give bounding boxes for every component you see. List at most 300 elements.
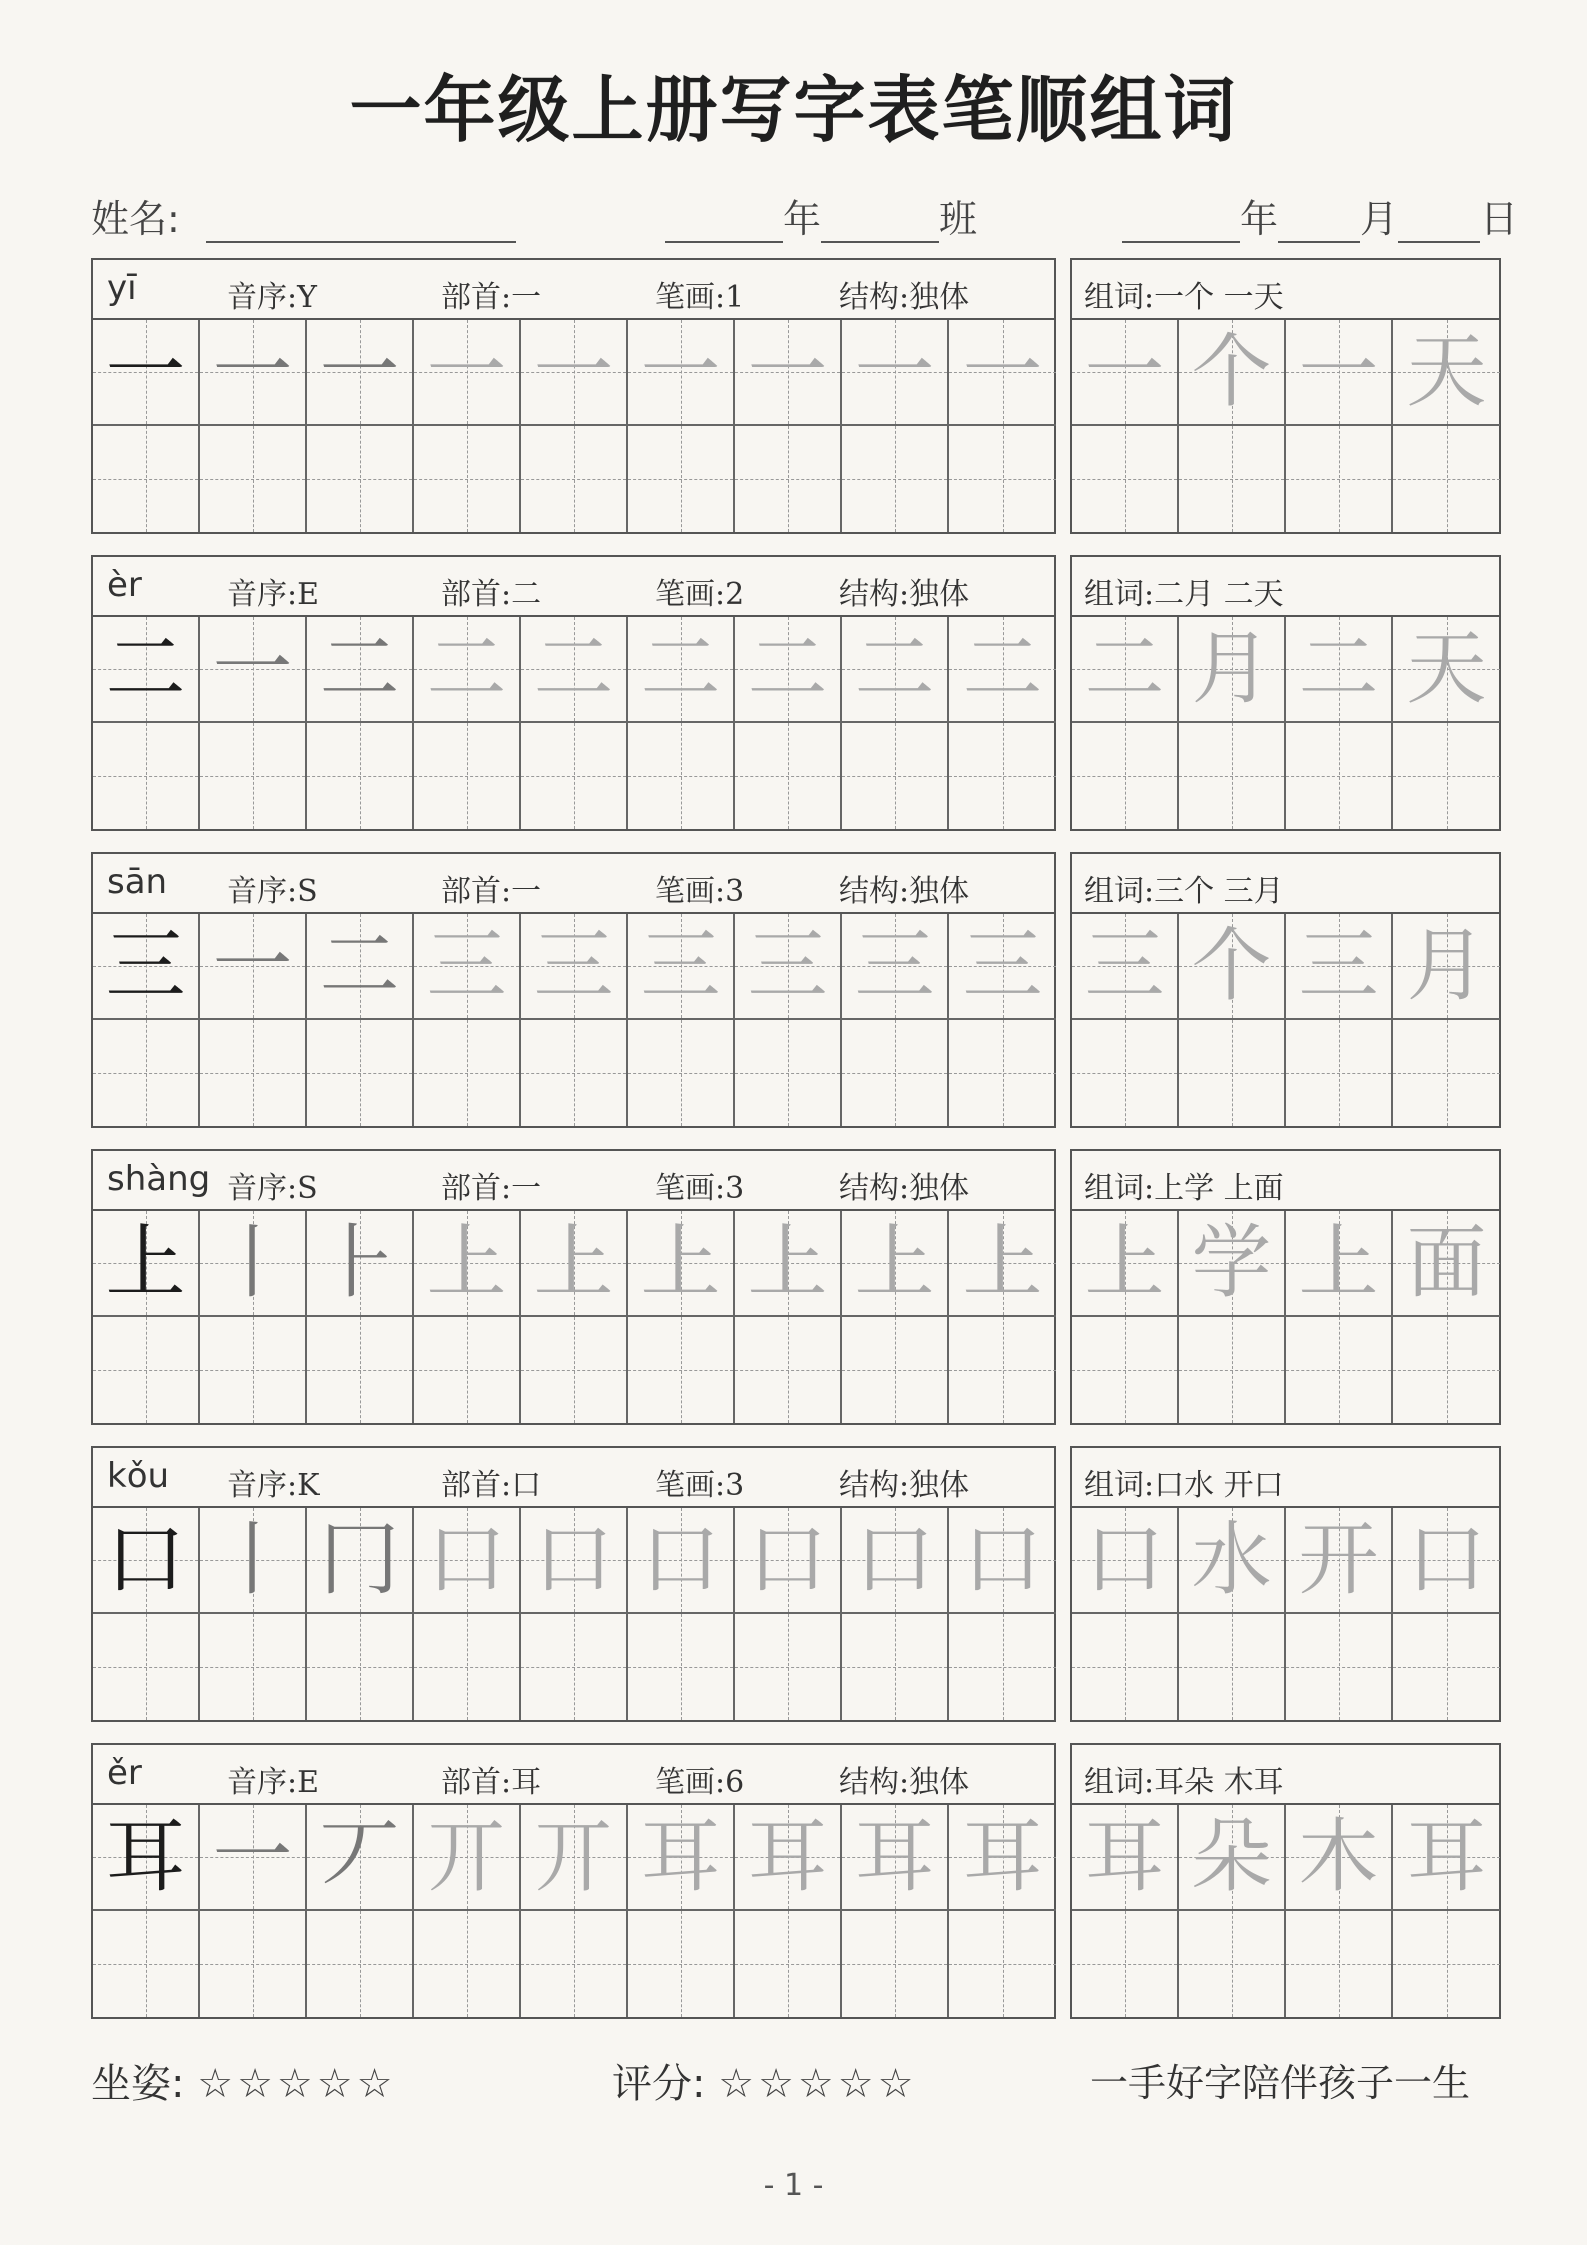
bihua-value: 1 xyxy=(725,280,745,315)
word-trace-cell xyxy=(1286,1211,1393,1317)
posture-label: 坐姿: xyxy=(91,2061,185,2107)
writing-practice-cell[interactable] xyxy=(414,426,521,532)
zuci-field xyxy=(1084,1460,1284,1504)
writing-practice-cell[interactable] xyxy=(628,1020,735,1126)
bushou-value: 耳 xyxy=(511,1765,542,1800)
bihua-field xyxy=(655,1757,744,1801)
colon: : xyxy=(1144,577,1155,612)
word-panel xyxy=(1070,1743,1501,2019)
writing-practice-cell[interactable] xyxy=(842,1317,949,1423)
writing-practice-cell[interactable] xyxy=(628,1614,735,1720)
jiegou-label: 结构 xyxy=(839,874,899,909)
word-practice-cell[interactable] xyxy=(1072,1317,1179,1423)
writing-practice-cell[interactable] xyxy=(949,1911,1056,2017)
stroke-step-cell xyxy=(949,1805,1056,1911)
bushou-field xyxy=(441,866,541,910)
zuci-label: 组词 xyxy=(1084,577,1144,612)
character-block xyxy=(91,1743,1501,2019)
word-trace-cell xyxy=(1286,617,1393,723)
word-panel xyxy=(1070,258,1501,534)
pinyin: yī xyxy=(107,268,137,308)
word-practice-cell[interactable] xyxy=(1179,1020,1286,1126)
writing-practice-cell[interactable] xyxy=(521,426,628,532)
jiegou-field xyxy=(839,1460,969,1504)
yinxu-label: 音序 xyxy=(227,1171,287,1206)
character-block xyxy=(91,555,1501,831)
score-label: 评分: xyxy=(612,2061,706,2107)
stroke-step-character: 上 xyxy=(640,1216,721,1309)
writing-practice-cell[interactable] xyxy=(414,1911,521,2017)
writing-practice-cell[interactable] xyxy=(521,1911,628,2017)
yinxu-value: S xyxy=(297,1171,318,1206)
stroke-step-character: 口 xyxy=(854,1513,935,1606)
model-character: 口 xyxy=(105,1513,186,1606)
writing-practice-cell[interactable] xyxy=(93,723,200,829)
writing-practice-cell[interactable] xyxy=(414,723,521,829)
writing-practice-cell[interactable] xyxy=(735,1911,842,2017)
word-trace-cell xyxy=(1179,914,1286,1020)
writing-practice-cell[interactable] xyxy=(521,1020,628,1126)
word-trace-cell xyxy=(1179,1805,1286,1911)
writing-practice-cell[interactable] xyxy=(307,723,414,829)
bihua-value: 3 xyxy=(725,1468,745,1503)
stroke-step-cell xyxy=(949,1508,1056,1614)
colon: : xyxy=(287,1468,298,1503)
word-practice-cell[interactable] xyxy=(1072,1020,1179,1126)
day-blank[interactable] xyxy=(1398,201,1480,243)
bushou-field xyxy=(441,1163,541,1207)
stroke-step-cell xyxy=(842,320,949,426)
writing-practice-cell[interactable] xyxy=(521,1614,628,1720)
grade-class-field xyxy=(665,188,977,244)
jiegou-label: 结构 xyxy=(839,1468,899,1503)
stroke-step-character: 二 xyxy=(533,622,614,715)
word-practice-cell[interactable] xyxy=(1179,1614,1286,1720)
words-text: 三个 三月 xyxy=(1154,874,1284,909)
stroke-step-character: 三 xyxy=(962,919,1043,1012)
year-blank[interactable] xyxy=(1122,201,1240,243)
word-trace-character: 一 xyxy=(1298,325,1379,418)
model-character-cell xyxy=(93,1805,200,1911)
name-label: 姓名: xyxy=(91,197,180,241)
word-practice-cell[interactable] xyxy=(1393,1614,1500,1720)
bushou-field xyxy=(441,272,541,316)
stroke-order-panel xyxy=(91,1149,1056,1425)
stroke-step-character: 上 xyxy=(962,1216,1043,1309)
word-practice-cell[interactable] xyxy=(1072,426,1179,532)
writing-practice-cell[interactable] xyxy=(200,1317,307,1423)
stroke-step-cell xyxy=(414,1508,521,1614)
jiegou-value: 独体 xyxy=(909,280,970,315)
zuci-field xyxy=(1084,1757,1284,1801)
word-trace-character: 耳 xyxy=(1406,1810,1487,1903)
jiegou-value: 独体 xyxy=(909,577,970,612)
word-practice-cell[interactable] xyxy=(1286,1614,1393,1720)
jiegou-label: 结构 xyxy=(839,1171,899,1206)
word-trace-character: 开 xyxy=(1298,1513,1379,1606)
stroke-step-character: 一 xyxy=(212,1810,293,1903)
word-trace-cell xyxy=(1393,320,1500,426)
stroke-step-character: 丆 xyxy=(319,1810,400,1903)
stroke-step-cell xyxy=(200,1805,307,1911)
word-practice-cell[interactable] xyxy=(1286,426,1393,532)
posture-stars[interactable]: ☆☆☆☆☆ xyxy=(197,2061,397,2107)
bushou-value: 一 xyxy=(511,1171,542,1206)
writing-practice-cell[interactable] xyxy=(949,1614,1056,1720)
yinxu-value: K xyxy=(297,1468,320,1503)
writing-practice-cell[interactable] xyxy=(200,723,307,829)
writing-practice-cell[interactable] xyxy=(200,1614,307,1720)
day-label: 日 xyxy=(1480,197,1519,241)
writing-practice-cell[interactable] xyxy=(842,1020,949,1126)
stroke-step-cell xyxy=(414,320,521,426)
stroke-step-character: 二 xyxy=(319,622,400,715)
stroke-order-panel xyxy=(91,1446,1056,1722)
colon: : xyxy=(715,1765,726,1800)
stroke-step-character: 二 xyxy=(962,622,1043,715)
bihua-field xyxy=(655,1460,744,1504)
word-header xyxy=(1072,1151,1499,1211)
word-trace-character: 口 xyxy=(1406,1513,1487,1606)
stroke-step-character: 一 xyxy=(747,325,828,418)
stroke-step-character: 二 xyxy=(854,622,935,715)
stroke-step-cell xyxy=(200,320,307,426)
stroke-step-cell xyxy=(521,617,628,723)
writing-practice-cell[interactable] xyxy=(842,1614,949,1720)
stroke-step-character: 一 xyxy=(426,325,507,418)
stroke-step-cell xyxy=(307,1508,414,1614)
zuci-field xyxy=(1084,272,1284,316)
writing-practice-cell[interactable] xyxy=(628,723,735,829)
stroke-step-character: 口 xyxy=(962,1513,1043,1606)
word-trace-cell xyxy=(1286,914,1393,1020)
writing-practice-cell[interactable] xyxy=(307,1911,414,2017)
model-character-cell xyxy=(93,320,200,426)
stroke-step-cell xyxy=(628,1211,735,1317)
jiegou-value: 独体 xyxy=(909,1468,970,1503)
stroke-step-cell xyxy=(949,617,1056,723)
colon: : xyxy=(715,280,726,315)
stroke-step-character: 二 xyxy=(747,622,828,715)
colon: : xyxy=(899,1171,910,1206)
bihua-field xyxy=(655,1163,744,1207)
words-text: 上学 上面 xyxy=(1154,1171,1284,1206)
word-practice-cell[interactable] xyxy=(1286,1911,1393,2017)
bushou-label: 部首 xyxy=(441,1468,501,1503)
writing-practice-cell[interactable] xyxy=(735,426,842,532)
stroke-step-character: 口 xyxy=(640,1513,721,1606)
stroke-step-character: 一 xyxy=(640,325,721,418)
stroke-order-panel xyxy=(91,258,1056,534)
stroke-step-character: 二 xyxy=(640,622,721,715)
writing-practice-cell[interactable] xyxy=(735,1614,842,1720)
word-trace-cell xyxy=(1393,617,1500,723)
colon: : xyxy=(899,1765,910,1800)
stroke-step-cell xyxy=(842,914,949,1020)
word-trace-cell xyxy=(1179,617,1286,723)
character-info-header xyxy=(93,1745,1054,1805)
writing-practice-cell[interactable] xyxy=(628,426,735,532)
word-practice-cell[interactable] xyxy=(1286,1020,1393,1126)
month-blank[interactable] xyxy=(1278,201,1360,243)
writing-practice-cell[interactable] xyxy=(628,1911,735,2017)
writing-practice-cell[interactable] xyxy=(735,723,842,829)
stroke-step-character: 冂 xyxy=(319,1513,400,1606)
word-practice-cell[interactable] xyxy=(1393,1020,1500,1126)
writing-practice-cell[interactable] xyxy=(93,1317,200,1423)
writing-practice-cell[interactable] xyxy=(842,723,949,829)
yinxu-field xyxy=(227,1460,320,1504)
writing-practice-cell[interactable] xyxy=(521,1317,628,1423)
stroke-step-character: 丨 xyxy=(212,1513,293,1606)
stroke-order-panel xyxy=(91,555,1056,831)
stroke-step-character: 三 xyxy=(747,919,828,1012)
stroke-step-cell xyxy=(735,1805,842,1911)
writing-practice-cell[interactable] xyxy=(93,426,200,532)
colon: : xyxy=(501,1765,512,1800)
yinxu-label: 音序 xyxy=(227,1765,287,1800)
character-block xyxy=(91,852,1501,1128)
writing-practice-cell[interactable] xyxy=(735,1020,842,1126)
writing-practice-cell[interactable] xyxy=(93,1911,200,2017)
yinxu-field xyxy=(227,1163,318,1207)
word-trace-character: 月 xyxy=(1191,622,1272,715)
word-practice-cell[interactable] xyxy=(1393,1317,1500,1423)
stroke-step-cell xyxy=(521,1211,628,1317)
stroke-step-character: 耳 xyxy=(962,1810,1043,1903)
word-trace-cell xyxy=(1072,617,1179,723)
stroke-step-character: 丨 xyxy=(212,1216,293,1309)
stroke-step-character: 一 xyxy=(962,325,1043,418)
writing-practice-cell[interactable] xyxy=(842,1911,949,2017)
jiegou-field xyxy=(839,1757,969,1801)
colon: : xyxy=(501,874,512,909)
writing-practice-cell[interactable] xyxy=(200,426,307,532)
writing-practice-cell[interactable] xyxy=(93,1020,200,1126)
word-panel xyxy=(1070,555,1501,831)
word-practice-cell[interactable] xyxy=(1286,723,1393,829)
stroke-step-character: 一 xyxy=(854,325,935,418)
word-practice-cell[interactable] xyxy=(1179,1911,1286,2017)
word-trace-character: 二 xyxy=(1084,622,1165,715)
stroke-step-character: 上 xyxy=(533,1216,614,1309)
bihua-field xyxy=(655,569,744,613)
stroke-step-cell xyxy=(735,617,842,723)
model-character: 二 xyxy=(105,622,186,715)
word-header xyxy=(1072,854,1499,914)
colon: : xyxy=(1144,1765,1155,1800)
word-trace-character: 朵 xyxy=(1191,1810,1272,1903)
colon: : xyxy=(501,1171,512,1206)
word-header xyxy=(1072,260,1499,320)
word-practice-cell[interactable] xyxy=(1286,1317,1393,1423)
stroke-step-cell xyxy=(414,1211,521,1317)
writing-practice-cell[interactable] xyxy=(949,723,1056,829)
writing-practice-cell[interactable] xyxy=(307,1317,414,1423)
stroke-step-character: 一 xyxy=(212,325,293,418)
word-practice-cell[interactable] xyxy=(1393,426,1500,532)
stroke-step-cell xyxy=(307,320,414,426)
word-trace-character: 一 xyxy=(1084,325,1165,418)
bushou-label: 部首 xyxy=(441,1765,501,1800)
word-practice-cell[interactable] xyxy=(1393,723,1500,829)
writing-practice-cell[interactable] xyxy=(414,1020,521,1126)
words-text: 二月 二天 xyxy=(1154,577,1284,612)
model-character: 上 xyxy=(105,1216,186,1309)
writing-practice-cell[interactable] xyxy=(949,1317,1056,1423)
model-character-cell xyxy=(93,617,200,723)
bushou-label: 部首 xyxy=(441,874,501,909)
colon: : xyxy=(715,577,726,612)
stroke-step-character: 耳 xyxy=(640,1810,721,1903)
writing-practice-cell[interactable] xyxy=(735,1317,842,1423)
word-trace-character: 木 xyxy=(1298,1810,1379,1903)
stroke-step-cell xyxy=(521,914,628,1020)
colon: : xyxy=(899,874,910,909)
zuci-label: 组词 xyxy=(1084,874,1144,909)
writing-practice-cell[interactable] xyxy=(307,1614,414,1720)
model-character-cell xyxy=(93,1211,200,1317)
word-panel xyxy=(1070,1446,1501,1722)
stroke-step-cell xyxy=(200,617,307,723)
word-trace-character: 口 xyxy=(1084,1513,1165,1606)
writing-practice-cell[interactable] xyxy=(200,1911,307,2017)
word-trace-cell xyxy=(1179,320,1286,426)
word-trace-cell xyxy=(1393,914,1500,1020)
zuci-field xyxy=(1084,1163,1284,1207)
class-blank[interactable] xyxy=(821,201,939,243)
model-character-cell xyxy=(93,1508,200,1614)
score-stars[interactable]: ☆☆☆☆☆ xyxy=(718,2061,918,2107)
word-practice-cell[interactable] xyxy=(1072,1911,1179,2017)
zuci-label: 组词 xyxy=(1084,1765,1144,1800)
word-trace-character: 天 xyxy=(1406,622,1487,715)
colon: : xyxy=(501,577,512,612)
writing-practice-cell[interactable] xyxy=(842,426,949,532)
writing-practice-cell[interactable] xyxy=(414,1614,521,1720)
bihua-label: 笔画 xyxy=(655,1468,715,1503)
word-practice-cell[interactable] xyxy=(1393,1911,1500,2017)
bihua-label: 笔画 xyxy=(655,280,715,315)
word-trace-cell xyxy=(1393,1508,1500,1614)
stroke-step-cell xyxy=(949,914,1056,1020)
stroke-step-character: 耳 xyxy=(747,1810,828,1903)
model-character: 三 xyxy=(105,919,186,1012)
word-panel xyxy=(1070,1149,1501,1425)
zuci-field xyxy=(1084,569,1284,613)
stroke-step-character: 三 xyxy=(426,919,507,1012)
writing-practice-cell[interactable] xyxy=(307,1020,414,1126)
writing-practice-cell[interactable] xyxy=(949,426,1056,532)
jiegou-value: 独体 xyxy=(909,1765,970,1800)
writing-practice-cell[interactable] xyxy=(628,1317,735,1423)
word-trace-cell xyxy=(1072,1211,1179,1317)
jiegou-value: 独体 xyxy=(909,874,970,909)
jiegou-field xyxy=(839,569,969,613)
yinxu-label: 音序 xyxy=(227,874,287,909)
stroke-step-cell xyxy=(628,320,735,426)
stroke-step-cell xyxy=(521,320,628,426)
jiegou-label: 结构 xyxy=(839,577,899,612)
jiegou-label: 结构 xyxy=(839,1765,899,1800)
word-trace-character: 三 xyxy=(1298,919,1379,1012)
colon: : xyxy=(501,280,512,315)
name-blank[interactable] xyxy=(206,201,516,243)
bihua-value: 2 xyxy=(725,577,745,612)
bihua-value: 3 xyxy=(725,874,745,909)
colon: : xyxy=(715,1171,726,1206)
word-trace-cell xyxy=(1286,320,1393,426)
jiegou-field xyxy=(839,1163,969,1207)
character-info-header xyxy=(93,557,1054,617)
stroke-step-cell xyxy=(414,914,521,1020)
stroke-step-cell xyxy=(842,1211,949,1317)
word-practice-cell[interactable] xyxy=(1072,723,1179,829)
word-practice-cell[interactable] xyxy=(1072,1614,1179,1720)
word-trace-character: 学 xyxy=(1191,1216,1272,1309)
jiegou-field xyxy=(839,272,969,316)
grade-label: 年 xyxy=(783,197,822,241)
stroke-step-cell xyxy=(949,1211,1056,1317)
stroke-step-character: 上 xyxy=(854,1216,935,1309)
word-trace-character: 面 xyxy=(1406,1216,1487,1309)
stroke-step-cell xyxy=(842,1508,949,1614)
character-block xyxy=(91,1149,1501,1425)
stroke-step-character: 二 xyxy=(426,622,507,715)
stroke-step-cell xyxy=(307,617,414,723)
yinxu-value: E xyxy=(297,577,320,612)
yinxu-field xyxy=(227,569,319,613)
bushou-field xyxy=(441,1460,541,1504)
stroke-step-character: 一 xyxy=(212,919,293,1012)
pinyin: èr xyxy=(107,565,142,605)
model-character: 一 xyxy=(105,325,186,418)
word-trace-character: 三 xyxy=(1084,919,1165,1012)
stroke-step-character: 丌 xyxy=(426,1810,507,1903)
bushou-label: 部首 xyxy=(441,280,501,315)
month-label: 月 xyxy=(1360,197,1399,241)
stroke-step-cell xyxy=(735,320,842,426)
word-practice-cell[interactable] xyxy=(1179,426,1286,532)
word-header xyxy=(1072,1448,1499,1508)
yinxu-value: S xyxy=(297,874,318,909)
stroke-step-character: 上 xyxy=(747,1216,828,1309)
zuci-label: 组词 xyxy=(1084,1468,1144,1503)
writing-practice-cell[interactable] xyxy=(521,723,628,829)
stroke-step-character: 一 xyxy=(533,325,614,418)
jiegou-value: 独体 xyxy=(909,1171,970,1206)
words-text: 耳朵 木耳 xyxy=(1154,1765,1284,1800)
word-practice-cell[interactable] xyxy=(1179,1317,1286,1423)
writing-practice-cell[interactable] xyxy=(93,1614,200,1720)
pinyin: kǒu xyxy=(107,1456,170,1496)
writing-practice-cell[interactable] xyxy=(949,1020,1056,1126)
writing-practice-cell[interactable] xyxy=(307,426,414,532)
colon: : xyxy=(899,1468,910,1503)
grade-blank[interactable] xyxy=(665,201,783,243)
year-label: 年 xyxy=(1240,197,1279,241)
bushou-value: 二 xyxy=(511,577,542,612)
colon: : xyxy=(1144,1468,1155,1503)
class-label: 班 xyxy=(939,197,978,241)
writing-practice-cell[interactable] xyxy=(200,1020,307,1126)
word-trace-character: 天 xyxy=(1406,325,1487,418)
writing-practice-cell[interactable] xyxy=(414,1317,521,1423)
stroke-step-cell xyxy=(842,1805,949,1911)
colon: : xyxy=(715,874,726,909)
word-practice-cell[interactable] xyxy=(1179,723,1286,829)
word-panel xyxy=(1070,852,1501,1128)
